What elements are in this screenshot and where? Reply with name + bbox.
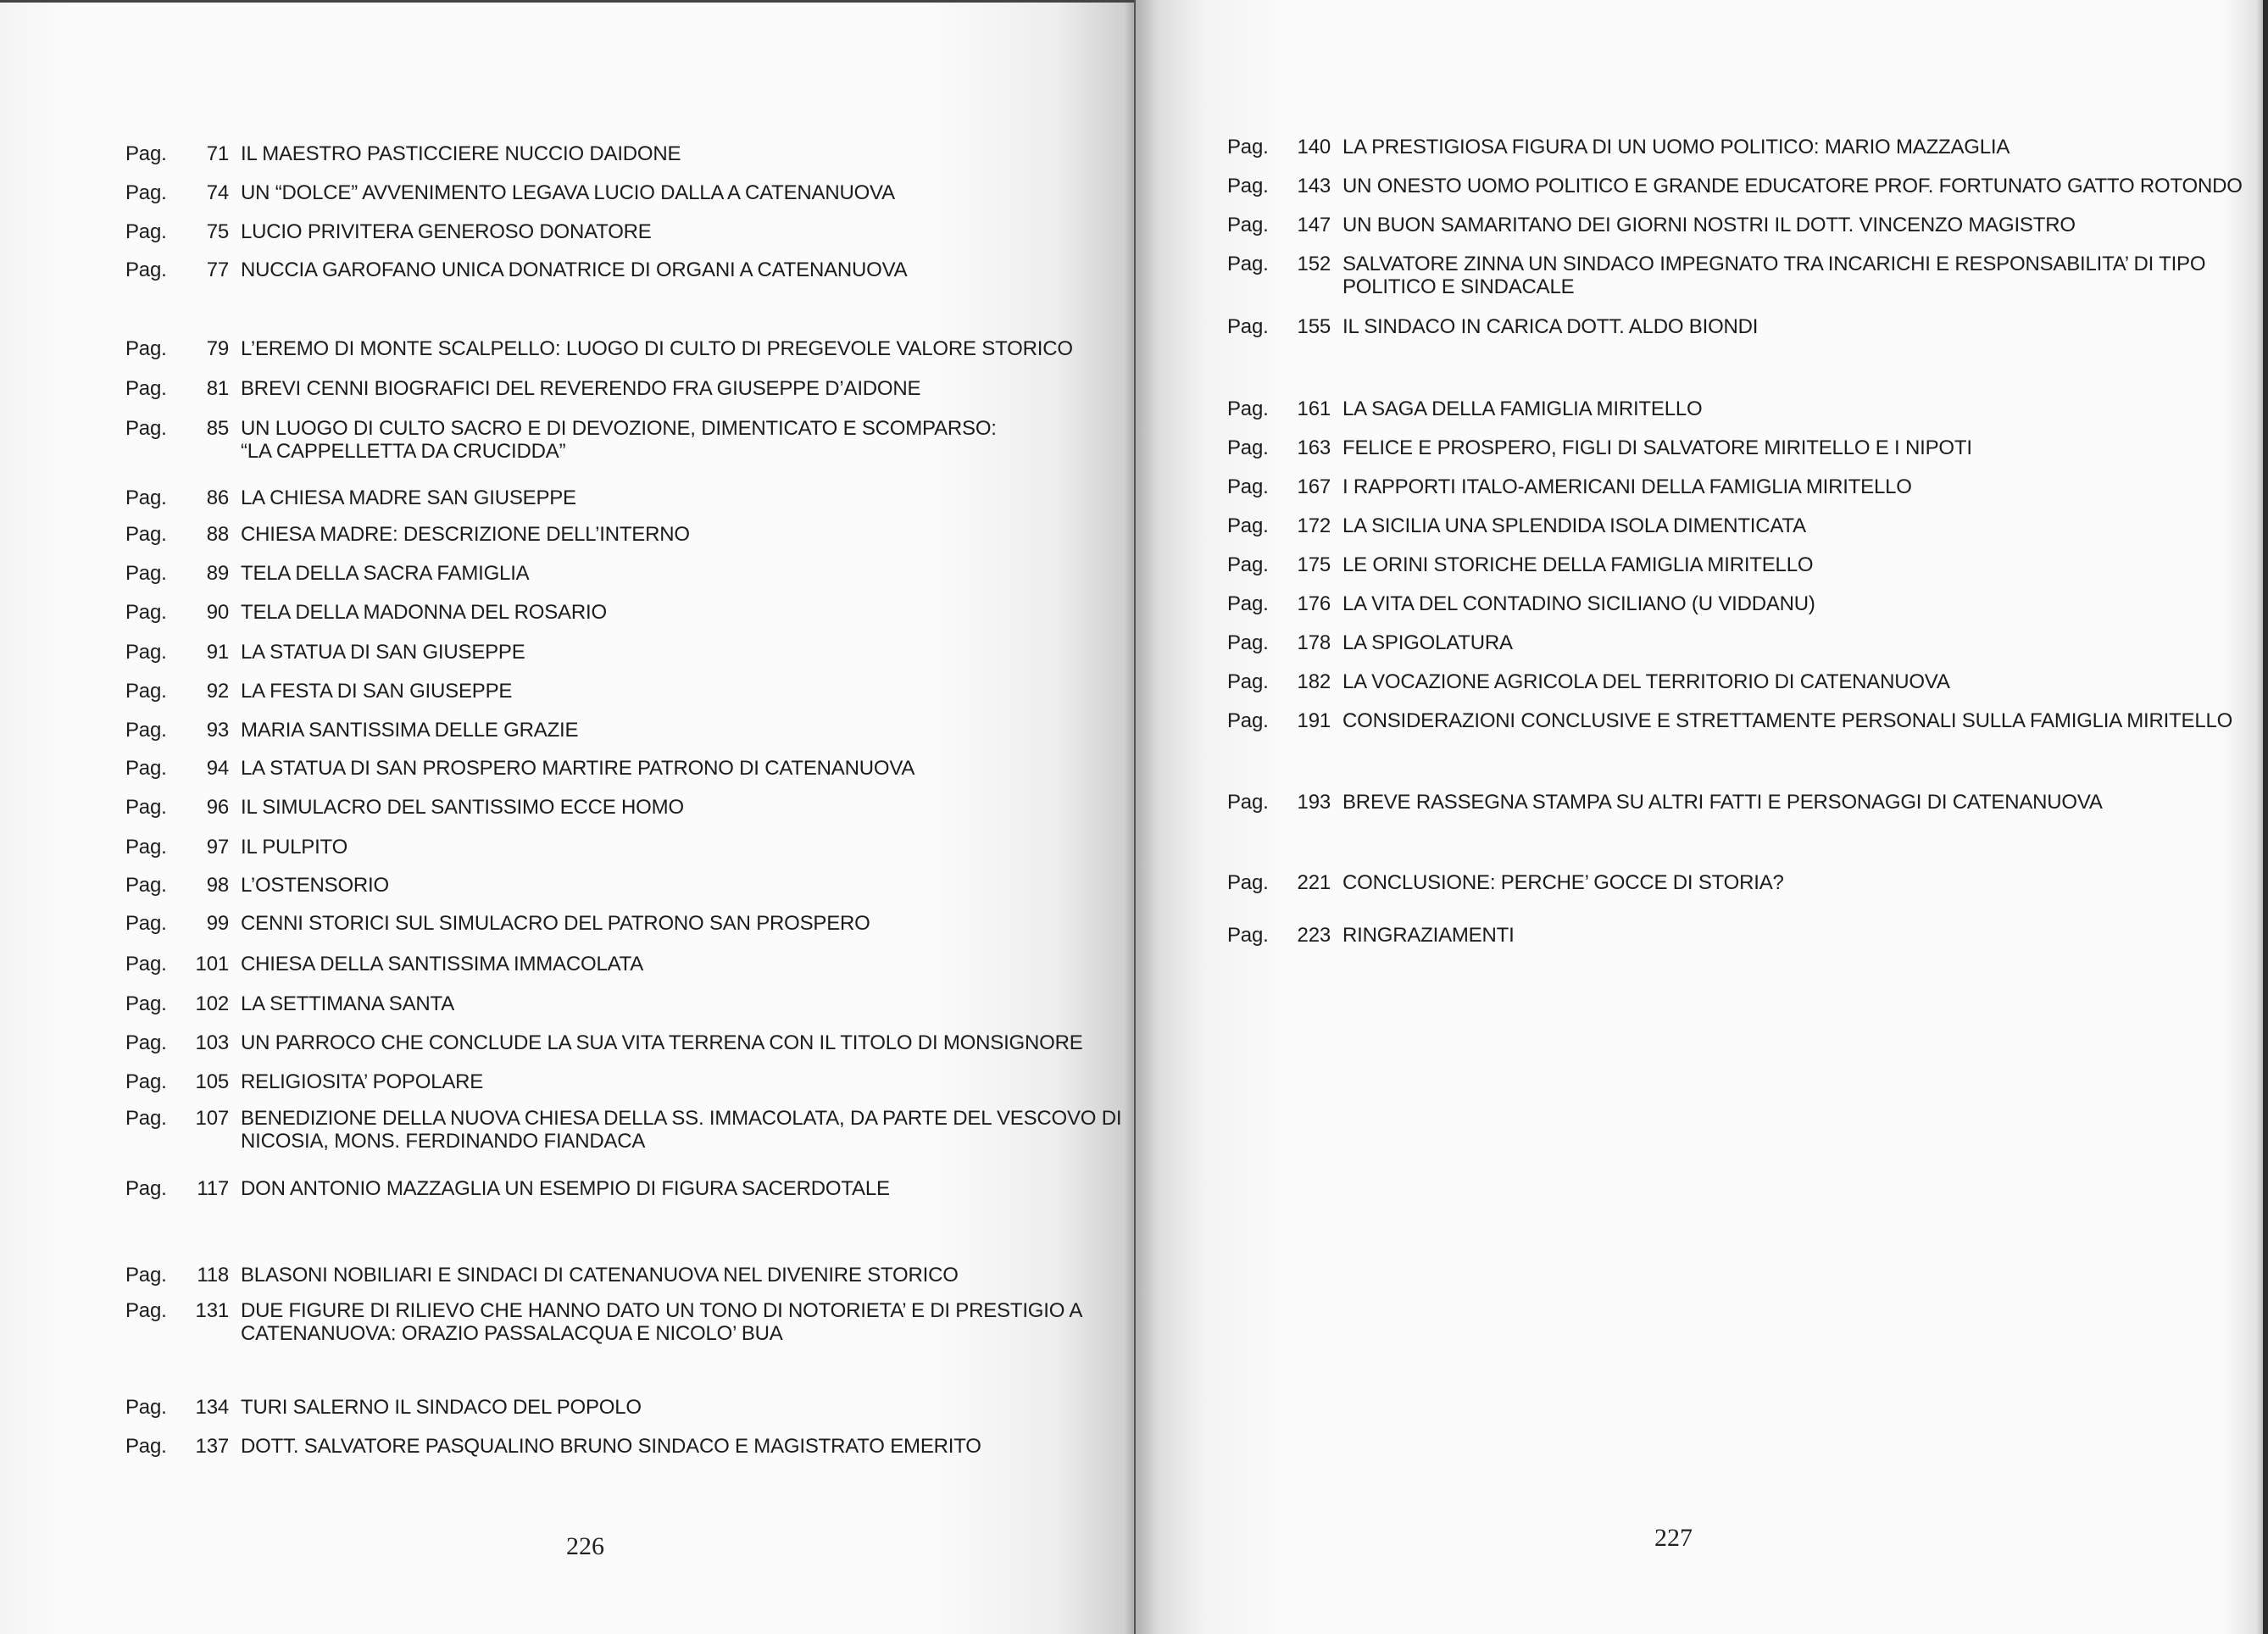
toc-entry-pag-label: Pag. [125,796,167,819]
toc-entry-title: CONSIDERAZIONI CONCLUSIVE E STRETTAMENTE PERSONALI SULLA FAMIGLIA MIRITELLO [1342,709,2233,732]
toc-entry [125,992,454,1015]
toc-entry [125,1299,1082,1345]
toc-entry-pag-label: Pag. [125,601,167,624]
toc-entry-pag-label: Pag. [125,1264,167,1287]
toc-entry [1227,592,1815,615]
toc-entry [125,1177,890,1200]
toc-entry [125,796,684,819]
toc-entry-page-number: 74 [206,181,229,204]
toc-entry-page-number: 102 [195,992,229,1015]
toc-entry-title: LA SETTIMANA SANTA [241,992,455,1015]
toc-entry-pag-label: Pag. [125,181,167,204]
toc-entry-page-number: 172 [1297,514,1331,537]
toc-entry-page-number: 105 [195,1070,229,1093]
toc-entry-page-number: 89 [206,562,229,585]
toc-entry-page-number: 90 [206,601,229,624]
toc-entry-page-number: 161 [1297,397,1331,420]
toc-entry-page-number: 107 [195,1107,229,1130]
toc-entry-title: RINGRAZIAMENTI [1342,924,1515,947]
toc-entry-pag-label: Pag. [125,641,167,664]
toc-entry-pag-label: Pag. [125,523,167,546]
toc-entry-page-number: 191 [1297,709,1331,732]
toc-entry-pag-label: Pag. [1227,136,1269,158]
page-number-right: 227 [1654,1524,1693,1552]
toc-entry-pag-label: Pag. [125,258,167,281]
toc-entry-title: UN ONESTO UOMO POLITICO E GRANDE EDUCATORE PROF. FORTUNATO GATTO ROTONDO [1342,175,2243,197]
toc-entry-title: LUCIO PRIVITERA GENEROSO DONATORE [241,220,652,243]
toc-entry-pag-label: Pag. [1227,631,1269,654]
toc-entry-pag-label: Pag. [1227,214,1269,236]
toc-entry [125,601,607,624]
toc-entry-pag-label: Pag. [125,337,167,360]
toc-entry-page-number: 167 [1297,475,1331,498]
toc-entry-page-number: 75 [206,220,229,243]
toc-entry-title: LA FESTA DI SAN GIUSEPPE [241,680,513,703]
toc-entry-title: I RAPPORTI ITALO-AMERICANI DELLA FAMIGLIA MIRITELLO [1342,475,1912,498]
toc-entry-title: TELA DELLA SACRA FAMIGLIA [241,562,530,585]
toc-entry-page-number: 93 [206,719,229,742]
toc-entry-title: SALVATORE ZINNA UN SINDACO IMPEGNATO TRA INCARICHI E RESPONSABILITA’ DI TIPO POLITICO E SINDACALE [1342,253,2206,298]
toc-entry-page-number: 101 [195,953,229,975]
toc-entry-pag-label: Pag. [125,719,167,742]
toc-entry-title: DUE FIGURE DI RILIEVO CHE HANNO DATO UN TONO DI NOTORIETA’ E DI PRESTIGIO A CATENANUOVA: ORAZIO PASSALACQUA E NICOLO’ BUA [241,1299,1083,1345]
toc-entry-pag-label: Pag. [125,1031,167,1054]
toc-entry-pag-label: Pag. [1227,315,1269,338]
toc-entry-pag-label: Pag. [1227,253,1269,275]
toc-entry-pag-label: Pag. [125,1396,167,1419]
right-page [1136,0,2268,1634]
toc-entry-pag-label: Pag. [125,486,167,509]
toc-entry [1227,514,1806,537]
toc-entry-title: FELICE E PROSPERO, FIGLI DI SALVATORE MIRITELLO E I NIPOTI [1342,436,1972,459]
toc-entry [125,377,920,400]
toc-entry-title: UN “DOLCE” AVVENIMENTO LEGAVA LUCIO DALLA A CATENANUOVA [241,181,895,204]
toc-entry-page-number: 221 [1297,871,1331,894]
toc-entry [125,912,870,935]
toc-entry [1227,670,1950,693]
toc-entry-pag-label: Pag. [1227,175,1269,197]
toc-entry-title: TELA DELLA MADONNA DEL ROSARIO [241,601,607,624]
toc-entry [125,258,907,281]
toc-entry [1227,214,2076,236]
toc-entry [125,1070,483,1093]
toc-entry-page-number: 99 [206,912,229,935]
toc-entry-page-number: 140 [1297,136,1331,158]
toc-entry [125,181,895,204]
toc-entry-page-number: 71 [206,142,229,165]
toc-entry [125,562,529,585]
toc-entry-title: CHIESA DELLA SANTISSIMA IMMACOLATA [241,953,644,975]
toc-entry-page-number: 193 [1297,791,1331,814]
toc-entry [125,337,1073,360]
toc-entry [1227,871,1784,894]
toc-entry [125,486,576,509]
toc-entry [1227,709,2232,732]
toc-entry-pag-label: Pag. [125,417,167,440]
toc-entry [125,1396,642,1419]
toc-entry-pag-label: Pag. [125,953,167,975]
toc-entry-page-number: 223 [1297,924,1331,947]
toc-entry-title: LA SICILIA UNA SPLENDIDA ISOLA DIMENTICATA [1342,514,1806,537]
toc-entry-title: CHIESA MADRE: DESCRIZIONE DELL’INTERNO [241,523,690,546]
toc-entry-title: IL PULPITO [241,836,348,859]
toc-entry-page-number: 81 [206,377,229,400]
toc-entry-pag-label: Pag. [1227,791,1269,814]
toc-entry [1227,315,1758,338]
table-of-contents-right [1136,0,2268,1634]
toc-entry-title: DOTT. SALVATORE PASQUALINO BRUNO SINDACO E MAGISTRATO EMERITO [241,1435,981,1458]
toc-entry [125,1031,1083,1054]
toc-entry-page-number: 96 [206,796,229,819]
toc-entry-page-number: 85 [206,417,229,440]
toc-entry-page-number: 176 [1297,592,1331,615]
toc-entry-pag-label: Pag. [125,992,167,1015]
toc-entry [1227,791,2103,814]
toc-entry-title: UN BUON SAMARITANO DEI GIORNI NOSTRI IL DOTT. VINCENZO MAGISTRO [1342,214,2076,236]
toc-entry-page-number: 77 [206,258,229,281]
toc-entry-page-number: 94 [206,757,229,780]
toc-entry-pag-label: Pag. [1227,553,1269,576]
toc-entry-pag-label: Pag. [125,1070,167,1093]
toc-entry-pag-label: Pag. [1227,397,1269,420]
toc-entry-page-number: 97 [206,836,229,859]
toc-entry-title: NUCCIA GAROFANO UNICA DONATRICE DI ORGANI A CATENANUOVA [241,258,908,281]
toc-entry-page-number: 163 [1297,436,1331,459]
toc-entry-page-number: 79 [206,337,229,360]
toc-entry-title: LA VOCAZIONE AGRICOLA DEL TERRITORIO DI CATENANUOVA [1342,670,1950,693]
toc-entry-title: LA SAGA DELLA FAMIGLIA MIRITELLO [1342,397,1703,420]
toc-entry-pag-label: Pag. [1227,475,1269,498]
toc-entry-pag-label: Pag. [1227,670,1269,693]
toc-entry-pag-label: Pag. [1227,924,1269,947]
toc-entry [1227,436,1972,459]
toc-entry [125,719,578,742]
toc-entry [125,836,347,859]
toc-entry [1227,175,2243,197]
toc-entry-title: BENEDIZIONE DELLA NUOVA CHIESA DELLA SS. IMMACOLATA, DA PARTE DEL VESCOVO DI NICOSIA, MONS. FERDINANDO FIANDACA [241,1107,1122,1153]
toc-entry-title: IL SINDACO IN CARICA DOTT. ALDO BIONDI [1342,315,1759,338]
toc-entry-page-number: 91 [206,641,229,664]
toc-entry-title: CENNI STORICI SUL SIMULACRO DEL PATRONO SAN PROSPERO [241,912,870,935]
toc-entry-page-number: 118 [197,1264,229,1287]
toc-entry-title: LA CHIESA MADRE SAN GIUSEPPE [241,486,576,509]
toc-entry-pag-label: Pag. [125,377,167,400]
toc-entry-pag-label: Pag. [125,680,167,703]
toc-entry-title: LA PRESTIGIOSA FIGURA DI UN UOMO POLITICO: MARIO MAZZAGLIA [1342,136,2010,158]
toc-entry [125,523,690,546]
toc-entry-pag-label: Pag. [125,912,167,935]
toc-entry-title: IL MAESTRO PASTICCIERE NUCCIO DAIDONE [241,142,681,165]
toc-entry [1227,553,1813,576]
toc-entry-title: LE ORINI STORICHE DELLA FAMIGLIA MIRITELLO [1342,553,1814,576]
toc-entry-page-number: 103 [195,1031,229,1054]
toc-entry-page-number: 134 [195,1396,229,1419]
toc-entry [125,874,389,897]
toc-entry [125,1435,981,1458]
toc-entry-page-number: 143 [1297,175,1331,197]
toc-entry-title: DON ANTONIO MAZZAGLIA UN ESEMPIO DI FIGURA SACERDOTALE [241,1177,890,1200]
toc-entry-page-number: 178 [1297,631,1331,654]
toc-entry-page-number: 86 [206,486,229,509]
toc-entry [125,953,643,975]
toc-entry-page-number: 92 [206,680,229,703]
toc-entry-pag-label: Pag. [125,1107,167,1130]
toc-entry-pag-label: Pag. [1227,871,1269,894]
toc-entry [1227,475,1912,498]
toc-entry-pag-label: Pag. [1227,514,1269,537]
toc-entry [125,142,681,165]
toc-entry-title: L’OSTENSORIO [241,874,389,897]
toc-entry [1227,253,2205,298]
toc-entry-page-number: 155 [1297,315,1331,338]
toc-entry-pag-label: Pag. [125,757,167,780]
toc-entry-page-number: 152 [1297,253,1331,275]
toc-entry [125,1107,1121,1153]
toc-entry-title: L’EREMO DI MONTE SCALPELLO: LUOGO DI CULTO DI PREGEVOLE VALORE STORICO [241,337,1073,360]
toc-entry-title: MARIA SANTISSIMA DELLE GRAZIE [241,719,579,742]
toc-entry-page-number: 175 [1297,553,1331,576]
toc-entry-pag-label: Pag. [125,1177,167,1200]
toc-entry-page-number: 182 [1297,670,1331,693]
toc-entry-pag-label: Pag. [1227,592,1269,615]
toc-entry-title: LA STATUA DI SAN GIUSEPPE [241,641,525,664]
toc-entry-title: LA VITA DEL CONTADINO SICILIANO (U VIDDANU) [1342,592,1815,615]
toc-entry-page-number: 98 [206,874,229,897]
toc-entry [1227,631,1513,654]
toc-entry-title: LA SPIGOLATURA [1342,631,1513,654]
toc-entry-title: UN PARROCO CHE CONCLUDE LA SUA VITA TERRENA CON IL TITOLO DI MONSIGNORE [241,1031,1083,1054]
toc-entry-pag-label: Pag. [125,836,167,859]
toc-entry-page-number: 147 [1297,214,1331,236]
toc-entry [125,220,652,243]
toc-entry-title: CONCLUSIONE: PERCHE’ GOCCE DI STORIA? [1342,871,1784,894]
toc-entry [125,417,997,463]
toc-entry [1227,924,1515,947]
toc-entry [125,757,914,780]
toc-entry [1227,397,1702,420]
toc-entry-title: IL SIMULACRO DEL SANTISSIMO ECCE HOMO [241,796,684,819]
toc-entry-pag-label: Pag. [125,1299,167,1322]
page-right-edge [2263,0,2268,1634]
toc-entry [125,680,512,703]
toc-entry-title: TURI SALERNO IL SINDACO DEL POPOLO [241,1396,642,1419]
toc-entry-pag-label: Pag. [125,874,167,897]
toc-entry-title: BREVE RASSEGNA STAMPA SU ALTRI FATTI E PERSONAGGI DI CATENANUOVA [1342,791,2103,814]
toc-entry-pag-label: Pag. [125,142,167,165]
toc-entry-page-number: 117 [197,1177,229,1200]
toc-entry-title: RELIGIOSITA’ POPOLARE [241,1070,484,1093]
toc-entry-pag-label: Pag. [1227,709,1269,732]
toc-entry-pag-label: Pag. [125,220,167,243]
toc-entry-page-number: 137 [195,1435,229,1458]
toc-entry-pag-label: Pag. [1227,436,1269,459]
toc-entry [1227,136,2010,158]
page-number-left: 226 [566,1532,604,1560]
toc-entry-page-number: 131 [195,1299,229,1322]
toc-entry-title: LA STATUA DI SAN PROSPERO MARTIRE PATRONO DI CATENANUOVA [241,757,915,780]
toc-entry-pag-label: Pag. [125,562,167,585]
toc-entry [125,1264,959,1287]
toc-entry-pag-label: Pag. [125,1435,167,1458]
toc-entry-title: BLASONI NOBILIARI E SINDACI DI CATENANUOVA NEL DIVENIRE STORICO [241,1264,959,1287]
toc-entry [125,641,525,664]
toc-entry-page-number: 88 [206,523,229,546]
toc-entry-title: BREVI CENNI BIOGRAFICI DEL REVERENDO FRA GIUSEPPE D’AIDONE [241,377,921,400]
toc-entry-title: UN LUOGO DI CULTO SACRO E DI DEVOZIONE, DIMENTICATO E SCOMPARSO: “LA CAPPELLETTA DA CRUCIDDA” [241,417,997,463]
